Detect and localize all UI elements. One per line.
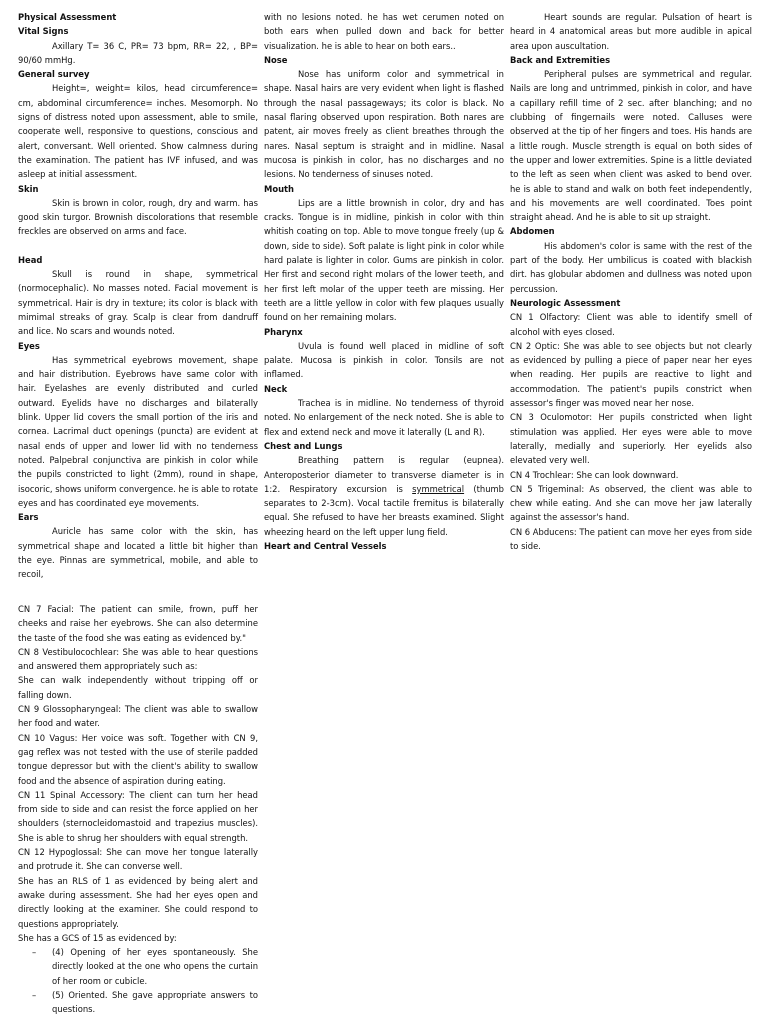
abdomen-heading: Abdomen	[510, 226, 555, 237]
chest-lungs-heading: Chest and Lungs	[264, 440, 343, 451]
nose-heading: Nose	[264, 54, 288, 65]
mouth-heading: Mouth	[264, 183, 295, 194]
cn3-text: CN 3 Oculomotor: Her pupils constricted when light stimulation was applied. Her eyes were able to move laterally, medially and superiorly. Her eyelids also elevated very well.	[510, 412, 752, 466]
chest-text-part-b: (thumb separates to 2-3cm). Vocal tactile fremitus is bilaterally equal. She refused to have her breasts examined. Slight wheezing heard on the left upper lung field.	[264, 483, 504, 537]
column-1	[18, 10, 258, 582]
chest-text-part-a: Breathing pattern is regular (eupnea). Anteroposterior diameter to transverse diameter is in 1:2. Respiratory excursion is	[264, 455, 504, 494]
walk-text: She can walk independently without tripping off or falling down.	[18, 675, 258, 700]
cn8-text: CN 8 Vestibulocochlear: She was able to hear questions and answered them appropriately such as:	[18, 646, 258, 672]
eyes-heading: Eyes	[18, 340, 40, 351]
rls-text: She has an RLS of 1 as evidenced by being alert and awake during assessment. She had her eyes open and directly looking at the examiner. She could respond to questions appropriately.	[18, 875, 258, 929]
column-4	[18, 602, 258, 1017]
ears-text-continued: with no lesions noted. he has wet cerumen noted on both ears when pulled down and back for better visualization. he is able to hear on both ears..	[264, 12, 504, 51]
neck-text: Trachea is in midline. No tenderness of thyroid noted. No enlargement of the neck noted. She is able to flex and extend neck and move it laterally (L and R).	[264, 398, 504, 437]
cn1-text: CN 1 Olfactory: Client was able to identify smell of alcohol with eyes closed.	[510, 312, 752, 337]
gcs-item-text: (4) Opening of her eyes spontaneously. She directly looked at the one who opens the curtain of her room or cubicle.	[52, 947, 258, 986]
pharynx-heading: Pharynx	[264, 326, 303, 337]
general-survey-text: Height=, weight= kilos, head circumference= cm, abdominal circumference= inches. Mesomorph. No signs of distress noted upon assessment, able to smile, cooperate well, responsive to questions, conscious and alert, conversant. Well oriented. Show calmness during the examination. The patient has IVF infused, and was asleep at initial assessment.	[18, 83, 258, 180]
skin-text: Skin is brown in color, rough, dry and warm. has good skin turgor. Brownish discolorations that resemble freckles are observed on arms and face.	[18, 197, 258, 237]
back-extremities-heading: Back and Extremities	[510, 54, 611, 65]
pharynx-text: Uvula is found well placed in midline of soft palate. Mucosa is pinkish in color. Tonsils are not inflamed.	[264, 340, 504, 380]
general-survey-heading: General survey	[18, 69, 90, 80]
cn7-text: CN 7 Facial: The patient can smile, frown, puff her cheeks and raise her eyebrows. She can also determine the taste of the food she was eating as evidenced by."	[18, 604, 258, 643]
document-title: Physical Assessment	[18, 12, 117, 22]
cn4-text: CN 4 Trochlear: She can look downward.	[510, 469, 679, 480]
head-heading: Head	[18, 254, 43, 265]
cn9-text: CN 9 Glossopharyngeal: The client was able to swallow her food and water.	[18, 704, 258, 729]
mouth-text: Lips are a little brownish in color, dry and has cracks. Tongue is in midline, pinkish in color with thin whitish coating on top. Able to move tongue freely (up & down, side to side). Soft palate is light pink in color while hard palate is lighter in color. Gums are pinkish in color. Her first and second right molars of the lower teeth, and her first left molar of the upper teeth are missing. Her teeth are a little yellow in color with few plaques usually found on her remaining molars.	[264, 197, 504, 323]
ears-text: Auricle has same color with the skin, has symmetrical shape and located a little bit higher than the eye. Pinnas are symmetrical, mobile, and able to recoil,	[18, 526, 258, 580]
back-extremities-text: Peripheral pulses are symmetrical and regular. Nails are long and untrimmed, pinkish in color, and have a capillary refill time of 2 sec. after blanching; and no clubbing of fingernails were noted. Calluses were observed at the tip of her fingers and toes. His hands are a little rough. Muscle strength is equal on both sides of the upper and lower extremities. Spine is a little deviated to the left as seen when client was asked to bend over. he is able to stand and walk on both feet independently, and his movements are well coordinated. Toes point straight ahead. And he is able to sit up straight.	[510, 69, 752, 223]
vital-signs-text: Axillary T= 36 C, PR= 73 bpm, RR= 22, , BP= 90/60 mmHg.	[18, 40, 258, 65]
chest-text-underlined: symmetrical	[412, 483, 465, 494]
gcs-text: She has a GCS of 15 as evidenced by:	[18, 932, 177, 943]
gcs-list-item	[18, 945, 258, 988]
heart-heading: Heart and Central Vessels	[264, 540, 387, 551]
cn2-text: CN 2 Optic: She was able to see objects but not clearly as evidenced by pulling a piece of paper near her eyes when reading. Her pupils are reactive to light and accommodation. The patient's pupils constrict when assessor's finger was moved near her nose.	[510, 340, 752, 409]
eyes-text: Has symmetrical eyebrows movement, shape and hair distribution. Eyebrows have same color with hair. Eyelashes are evenly distributed and curled outward. Eyelids have no discharges and bilaterally blink. Upper lid covers the small portion of the iris and cornea. Lacrimal duct openings (puncta) are evident at nasal ends of upper and lower lid with no tenderness noted. Palpebral conjunctiva are pinkish in color while the pupils constricted to light (2mm), round in shape, isocoric, shows uniform convergence. he is able to rotate eyes and has coordinated eye movements.	[18, 354, 258, 508]
column-3	[510, 10, 752, 553]
head-text: Skull is round in shape, symmetrical (normocephalic). No masses noted. Facial movement is symmetrical. Hair is dry in texture; its color is black with mimimal streaks of gray. Scalp is clear from dandruff and lice. No scars and wounds noted.	[18, 269, 258, 337]
column-2	[264, 10, 504, 553]
chest-lungs-text	[264, 453, 504, 539]
skin-heading: Skin	[18, 183, 39, 194]
neck-heading: Neck	[264, 383, 288, 394]
cn10-text: CN 10 Vagus: Her voice was soft. Together with CN 9, gag reflex was not tested with the use of sterile padded tongue depressor but with the client's ability to swallow food and the absence of aspiration during eating.	[18, 732, 258, 786]
ears-heading: Ears	[18, 512, 39, 523]
spacer	[18, 239, 258, 253]
gcs-list-item	[18, 988, 258, 1017]
cn6-text: CN 6 Abducens: The patient can move her eyes from side to side.	[510, 526, 752, 551]
cn11-text: CN 11 Spinal Accessory: The client can turn her head from side to side and can resist the force applied on her shoulders (sternocleidomastoid and trapezius muscles). She is able to shrug her shoulders with equal strength.	[18, 789, 258, 843]
neurologic-heading: Neurologic Assessment	[510, 297, 621, 308]
dash-bullet: –	[32, 990, 37, 1001]
heart-text: Heart sounds are regular. Pulsation of heart is heard in 4 anatomical areas but more audible in apical area upon auscultation.	[510, 12, 752, 51]
abdomen-text: His abdomen's color is same with the rest of the part of the body. Her umbilicus is coated with blackish dirt. has globular abdomen and dullness was noted upon percussion.	[510, 240, 752, 294]
vital-signs-heading: Vital Signs	[18, 26, 69, 37]
gcs-item-text: (5) Oriented. She gave appropriate answers to questions.	[52, 990, 258, 1015]
nose-text: Nose has uniform color and symmetrical in shape. Nasal hairs are very evident when light is flashed through the nasal passageways; its color is black. No nasal flaring observed upon respiration. Both nares are patent, air moves freely as client breathes through the nares. Nasal septum is straight and in midline. Nasal mucosa is pinkish in color, has no discharges and no lesions. No tenderness of sinuses noted.	[264, 69, 504, 180]
cn12-text: CN 12 Hypoglossal: She can move her tongue laterally and protrude it. She can converse well.	[18, 847, 258, 872]
dash-bullet: –	[32, 947, 37, 958]
cn5-text: CN 5 Trigeminal: As observed, the client was able to chew while eating. And she can move her jaw laterally against the assessor's hand.	[510, 483, 752, 523]
